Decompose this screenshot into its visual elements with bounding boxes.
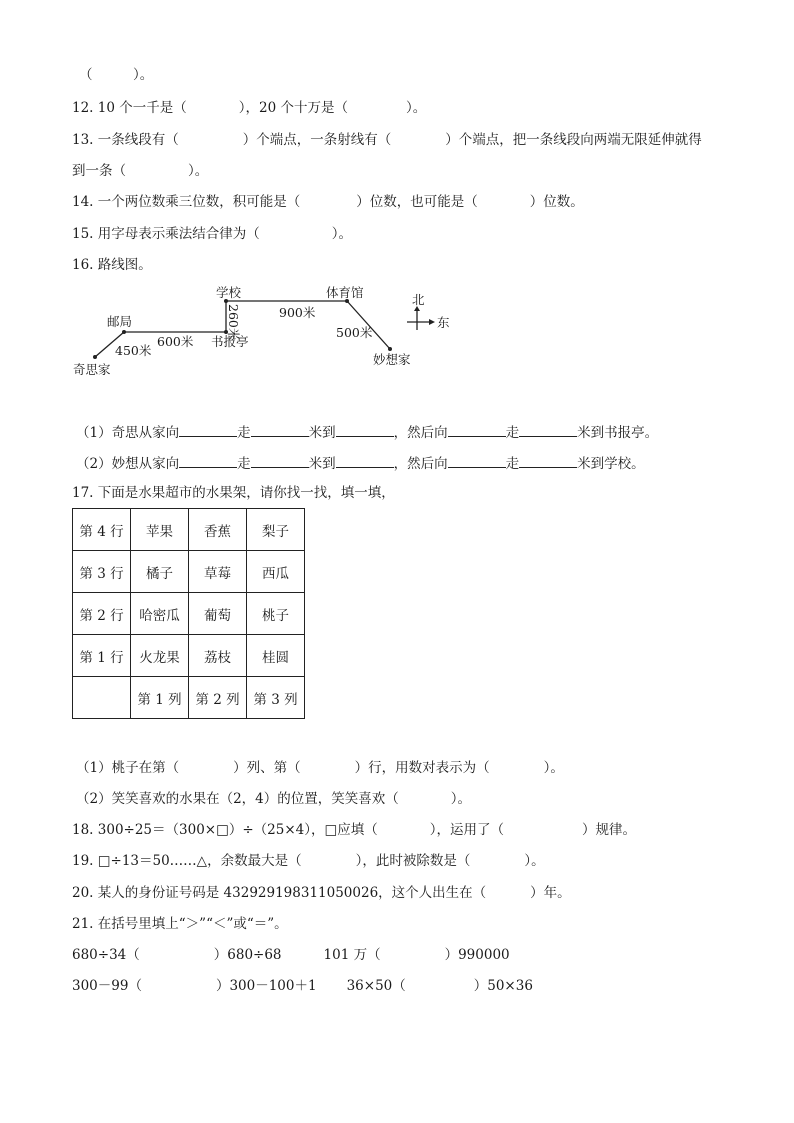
table-cell: 哈密瓜 (131, 593, 189, 635)
label-kiosk: 书报亭 (211, 334, 249, 349)
table-cell: 葡萄 (189, 593, 247, 635)
q12-text: 12. 10 个一千是（ (72, 100, 187, 116)
table-row (73, 635, 305, 677)
q21-r2-c: 36×50（ (346, 978, 406, 994)
q21-r1-c: 101 万（ (323, 947, 381, 963)
q13-text-b: ）个端点，把一条线段向两端无限延伸就得 (445, 132, 702, 148)
question-13 (72, 131, 702, 149)
q16-sub1-c: 米到 (308, 425, 336, 441)
q16-sub1-blank-1[interactable] (179, 422, 237, 437)
q18-text-c: ）规律。 (582, 822, 636, 838)
q13-line2-text: 到一条（ (72, 163, 126, 179)
label-qisi-home: 奇思家 (73, 362, 111, 377)
q15-text-a: ）。 (331, 226, 353, 242)
q21-title-text: 21. 在括号里填上“＞”“＜”或“＝”。 (72, 916, 288, 932)
q17-sub-1 (76, 759, 564, 777)
dist-kiosk-school: 260米 (226, 304, 241, 341)
table-row (73, 677, 305, 719)
q16-sub1-b: 走 (237, 425, 251, 441)
table-cell: 火龙果 (131, 635, 189, 677)
q21-r2-b: ）300－100＋1 (215, 978, 317, 994)
table-cell: 第 1 列 (131, 677, 189, 719)
q16-sub2-a: （2）妙想从家向 (76, 456, 180, 472)
q13-text-a: ）个端点，一条射线有（ (242, 132, 392, 148)
question-13-line-2 (72, 162, 208, 180)
q18-text-b: ），运用了（ (429, 822, 504, 838)
q17-sub2-b: ）。 (450, 791, 472, 807)
q16-sub2-blank-1[interactable] (179, 453, 237, 468)
table-cell: 桃子 (247, 593, 305, 635)
q16-sub2-e: 走 (505, 456, 520, 472)
table-row (73, 551, 305, 593)
q17-title-text: 17. 下面是水果超市的水果架，请你找一找，填一填， (72, 485, 395, 501)
q17-sub2-a: （2）笑笑喜欢的水果在（2，4）的位置，笑笑喜欢（ (76, 791, 399, 807)
table-cell: 第 2 行 (73, 593, 131, 635)
table-cell: 第 3 列 (247, 677, 305, 719)
q13-line2-end: ）。 (188, 163, 209, 179)
table-row (73, 509, 305, 551)
q16-sub2-c: 米到 (308, 456, 336, 472)
q21-row-2 (72, 977, 533, 995)
q16-sub2-b: 走 (237, 456, 251, 472)
table-cell: 草莓 (189, 551, 247, 593)
q20-text-a: 20. 某人的身份证号码是 432929198311050026，这个人出生在（ (72, 885, 487, 901)
table-cell: 第 2 列 (189, 677, 247, 719)
table-cell: 荔枝 (189, 635, 247, 677)
q19-text-c: ）。 (524, 853, 545, 869)
label-school: 学校 (216, 285, 242, 300)
fruit-shelf-table (72, 508, 305, 719)
q16-sub2-blank-5[interactable] (519, 453, 577, 468)
label-post: 邮局 (107, 314, 133, 329)
q16-sub1-blank-5[interactable] (519, 422, 577, 437)
q16-sub1-blank-3[interactable] (336, 422, 394, 437)
table-cell: 桂圆 (247, 635, 305, 677)
q21-r1-d: ）990000 (444, 947, 510, 963)
compass-north: 北 (412, 292, 425, 307)
q16-sub2-d: ，然后向 (393, 456, 448, 472)
compass-east: 东 (437, 315, 450, 330)
dist-post-kiosk: 600米 (157, 334, 194, 349)
dist-school-gym: 900米 (279, 305, 316, 320)
question-19 (72, 852, 545, 870)
table-cell: 橘子 (131, 551, 189, 593)
table-cell: 苹果 (131, 509, 189, 551)
q19-text-a: 19. □÷13＝50……△，余数最大是（ (72, 853, 302, 869)
q21-r1-a: 680÷34（ (72, 947, 140, 963)
q17-sub1-b: ）列、第（ (233, 760, 301, 776)
q11-continuation (79, 66, 153, 84)
q14-text-b: ）位数。 (529, 194, 584, 210)
q16-sub2-blank-3[interactable] (336, 453, 394, 468)
q16-sub2-f: 米到学校。 (577, 456, 645, 472)
q15-text: 15. 用字母表示乘法结合律为（ (72, 226, 260, 242)
post-dot (122, 330, 126, 334)
q17-sub1-d: ）。 (543, 760, 564, 776)
question-21-title (72, 915, 288, 933)
q18-text-a: 18. 300÷25＝（300×□）÷（25×4），□应填（ (72, 822, 378, 838)
q21-r2-d: ）50×36 (473, 978, 533, 994)
q14-text-a: ）位数，也可能是（ (356, 194, 478, 210)
table-cell: 第 1 行 (73, 635, 131, 677)
dist-home-post: 450米 (115, 343, 152, 358)
q16-title-text: 16. 路线图。 (72, 257, 152, 273)
q17-sub1-a: （1）桃子在第（ (76, 760, 180, 776)
q14-text: 14. 一个两位数乘三位数，积可能是（ (72, 194, 301, 210)
compass-icon (407, 292, 450, 330)
miaoxiang-home-dot (388, 347, 392, 351)
q16-sub-1 (76, 422, 658, 442)
q16-sub1-d: ，然后向 (393, 425, 448, 441)
q16-sub-2 (76, 453, 645, 473)
table-cell: 第 4 行 (73, 509, 131, 551)
table-cell: 梨子 (247, 509, 305, 551)
q16-sub2-blank-4[interactable] (448, 453, 506, 468)
q12-text-b: ）。 (405, 100, 427, 116)
q17-sub1-c: ）行，用数对表示为（ (354, 760, 490, 776)
dist-gym-home: 500米 (336, 325, 373, 340)
table-cell: 第 3 行 (73, 551, 131, 593)
route-map (60, 280, 460, 380)
q20-text-b: ）年。 (530, 885, 571, 901)
question-14 (72, 193, 584, 211)
question-18 (72, 821, 636, 839)
q21-row-1 (72, 946, 510, 964)
table-cell: 香蕉 (189, 509, 247, 551)
q16-sub1-blank-4[interactable] (448, 422, 506, 437)
question-16-title (72, 256, 152, 274)
q16-sub2-blank-2[interactable] (251, 453, 309, 468)
table-row (73, 593, 305, 635)
qisi-home-dot (93, 355, 97, 359)
table-cell: 西瓜 (247, 551, 305, 593)
q16-sub1-a: （1）奇思从家向 (76, 425, 180, 441)
q16-sub1-blank-2[interactable] (251, 422, 309, 437)
q16-sub1-e: 走 (505, 425, 520, 441)
question-20 (72, 884, 571, 902)
q17-sub-2 (76, 790, 471, 808)
label-miaoxiang-home: 妙想家 (373, 352, 411, 367)
table-cell (73, 677, 131, 719)
q21-r1-b: ）680÷68 (213, 947, 282, 963)
q13-text: 13. 一条线段有（ (72, 132, 179, 148)
q19-text-b: ），此时被除数是（ (355, 853, 471, 869)
question-12 (72, 99, 426, 117)
label-gym: 体育馆 (326, 285, 364, 300)
question-17-title (72, 484, 395, 502)
q11-blank-text: （ ）。 (79, 67, 154, 83)
q12-text-a: ），20 个十万是（ (238, 100, 348, 116)
q21-r2-a: 300－99（ (72, 978, 142, 994)
q16-sub1-f: 米到书报亭。 (577, 425, 659, 441)
question-15 (72, 225, 352, 243)
